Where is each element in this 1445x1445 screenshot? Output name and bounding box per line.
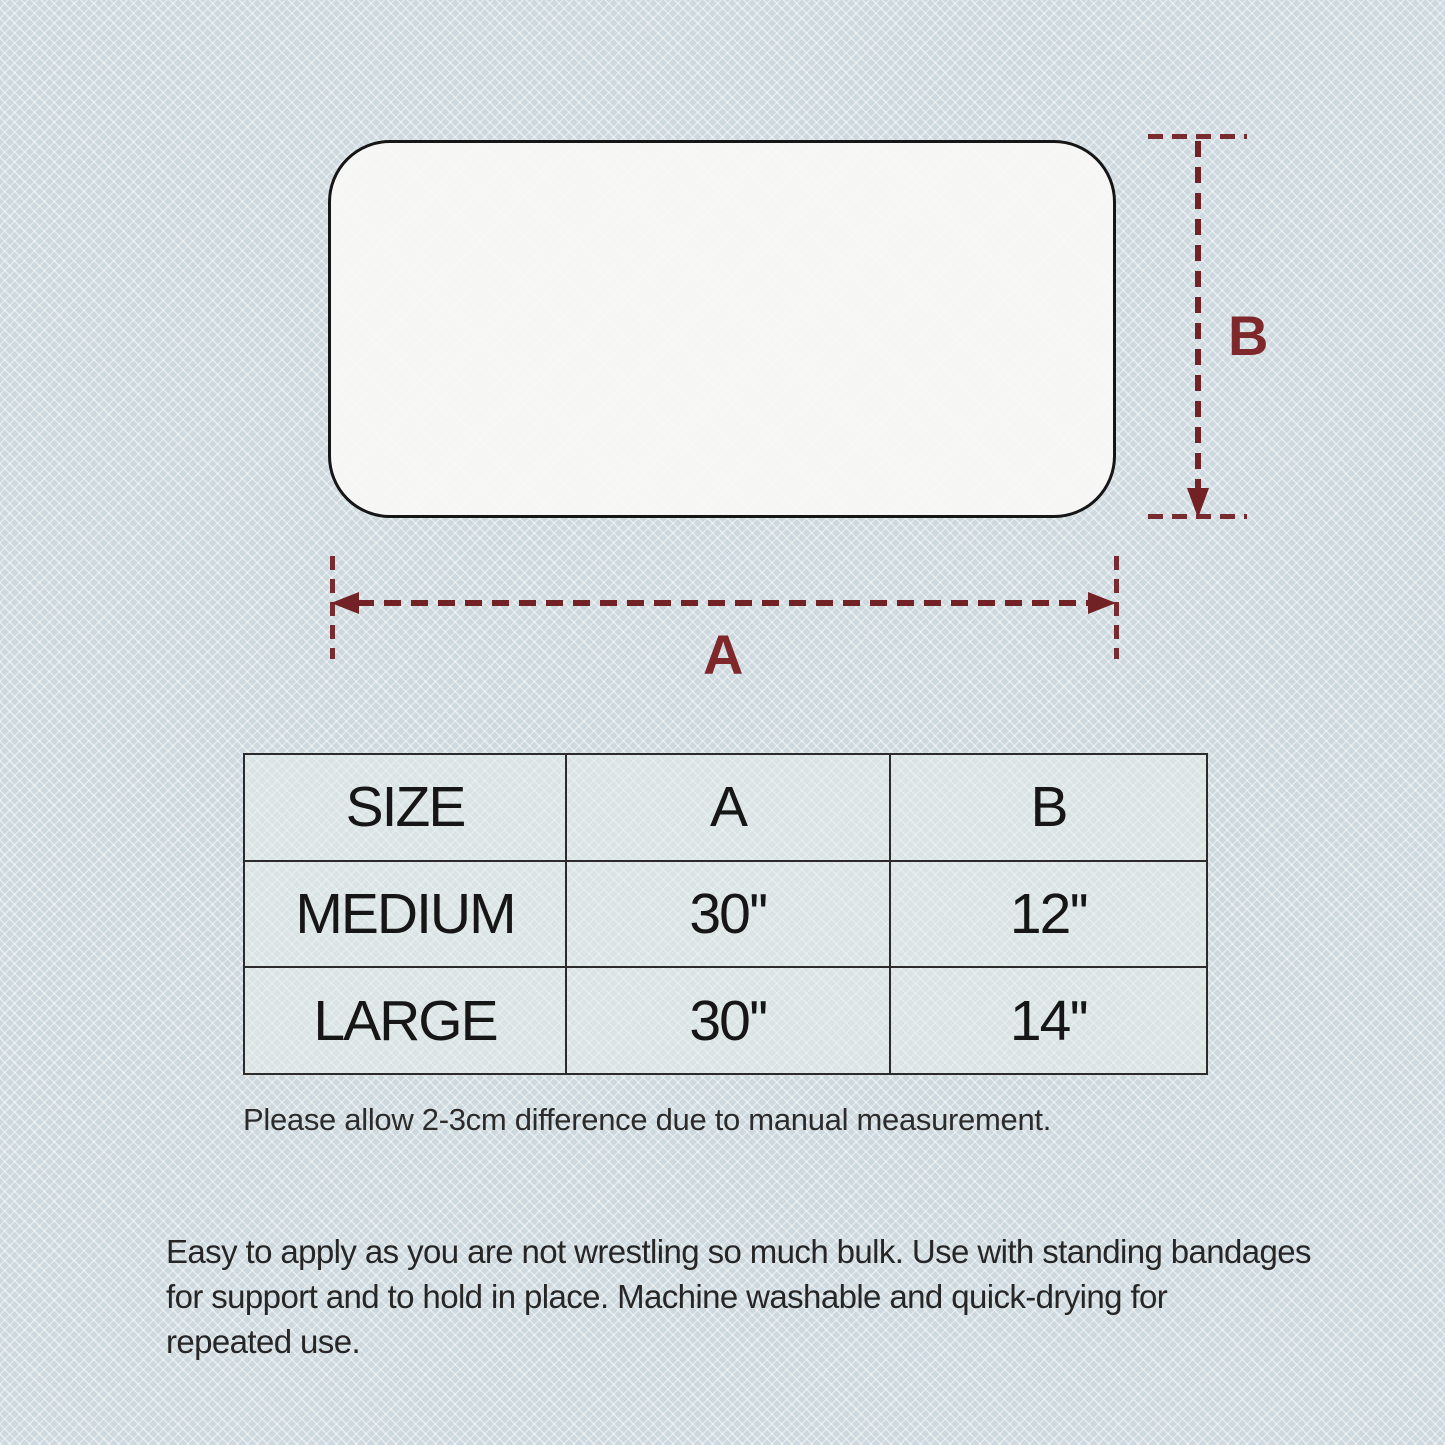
cell-medium-size: MEDIUM [244,861,566,968]
size-table-header-b: B [890,754,1207,861]
dimension-label-b: B [1228,304,1268,367]
measurement-note: Please allow 2-3cm difference due to manual measurement. [243,1102,1052,1137]
cell-large-b: 14'' [890,967,1207,1074]
cell-large-size: LARGE [244,967,566,1074]
size-table-header-row [244,754,1207,861]
dimension-label-a: A [703,623,743,686]
size-table [243,753,1208,1075]
dimension-b-bottom-extension-line [1148,514,1247,519]
table-row-medium [244,861,1207,968]
dimension-b-top-extension-line [1148,134,1247,139]
cell-large-a: 30'' [566,967,890,1074]
dimension-a-line [357,600,1089,606]
product-description [166,1229,1311,1364]
description-line: Easy to apply as you are not wrestling so much bulk. Use with standing bandages [166,1233,1311,1270]
table-row-large [244,967,1207,1074]
product-shape-rounded-rect [328,140,1116,518]
cell-medium-b: 12'' [890,861,1207,968]
description-line: for support and to hold in place. Machine washable and quick-drying for [166,1278,1168,1315]
arrow-right-icon [1088,592,1116,614]
arrow-left-icon [331,592,359,614]
dimension-b-line [1195,141,1201,491]
description-line: repeated use. [166,1323,361,1360]
cell-medium-a: 30'' [566,861,890,968]
size-table-header-a: A [566,754,890,861]
size-table-header-size: SIZE [244,754,566,861]
